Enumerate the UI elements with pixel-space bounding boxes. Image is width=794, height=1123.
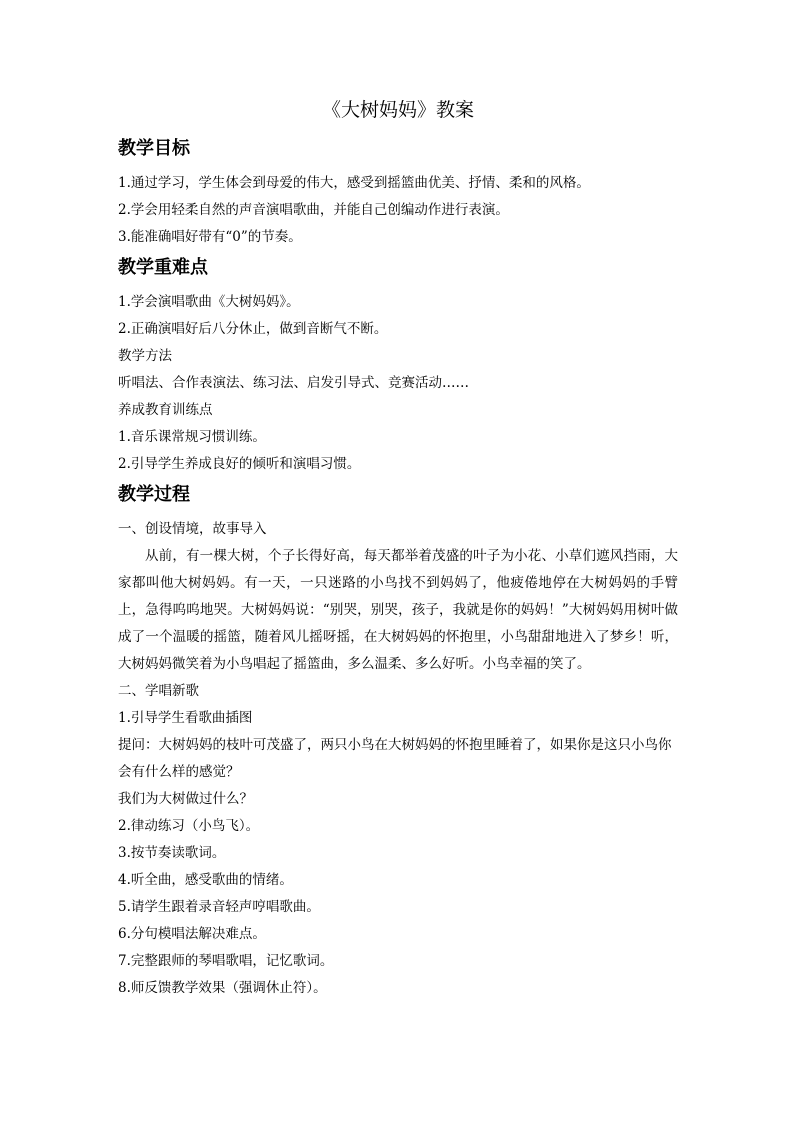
question-text-2: 我们为大树做过什么？ bbox=[118, 791, 253, 807]
process-step: 5.请学生跟着录音轻声哼唱歌曲。 bbox=[118, 899, 320, 915]
process-section2-title: 二、学唱新歌 bbox=[118, 683, 199, 699]
process-step: 2.律动练习（小鸟飞）。 bbox=[118, 818, 260, 834]
section-heading-process: 教学过程 bbox=[118, 484, 190, 505]
methods-text: 听唱法、合作表演法、练习法、启发引导式、竞赛活动…… bbox=[118, 375, 469, 391]
process-step: 4.听全曲，感受歌曲的情绪。 bbox=[118, 872, 293, 888]
habit-item: 2.引导学生养成良好的倾听和演唱习惯。 bbox=[118, 456, 361, 472]
document-title: 《大树妈妈》教案 bbox=[321, 99, 474, 121]
section-heading-objectives: 教学目标 bbox=[118, 138, 190, 159]
question-text: 提问：大树妈妈的枝叶可茂盛了，两只小鸟在大树妈妈的怀抱里睡着了，如果你是这只小鸟你会有什么样的感觉？ bbox=[118, 737, 672, 780]
key-point-item: 2.正确演唱好后八分休止，做到音断气不断。 bbox=[118, 321, 388, 337]
process-step: 1.引导学生看歌曲插图 bbox=[118, 710, 253, 726]
objective-item: 3.能准确唱好带有“0”的节奏。 bbox=[118, 229, 302, 245]
document-body bbox=[118, 96, 678, 1002]
section-heading-key-points: 教学重难点 bbox=[118, 257, 208, 278]
key-point-item: 1.学会演唱歌曲《大树妈妈》。 bbox=[118, 294, 300, 310]
process-step: 8.师反馈教学效果（强调休止符）。 bbox=[118, 980, 327, 996]
process-step: 7.完整跟师的琴唱歌唱，记忆歌词。 bbox=[118, 953, 334, 969]
habit-item: 1.音乐课常规习惯训练。 bbox=[118, 429, 266, 445]
process-section1-title: 一、创设情境，故事导入 bbox=[118, 521, 267, 537]
process-step: 3.按节奏读歌词。 bbox=[118, 845, 226, 861]
habits-label: 养成教育训练点 bbox=[118, 402, 213, 418]
objective-item: 2.学会用轻柔自然的声音演唱歌曲，并能自己创编动作进行表演。 bbox=[118, 202, 509, 218]
story-paragraph: 从前，有一棵大树，个子长得好高，每天都举着茂盛的叶子为小花、小草们遮风挡雨，大家都叫他大树妈妈。有一天，一只迷路的小鸟找不到妈妈了，他疲倦地停在大树妈妈的手臂上，急得呜呜地哭。大树妈妈说：“别哭，别哭，孩子，我就是你的妈妈！”大树妈妈用树叶做成了一个温暖的摇篮，随着风儿摇呀摇，在大树妈妈的怀抱里，小鸟甜甜地进入了梦乡！听，大树妈妈微笑着为小鸟唱起了摇篮曲，多么温柔、多么好听。小鸟幸福的笑了。 bbox=[118, 548, 678, 672]
methods-label: 教学方法 bbox=[118, 348, 172, 364]
objective-item: 1.通过学习，学生体会到母爱的伟大，感受到摇篮曲优美、抒情、柔和的风格。 bbox=[118, 175, 590, 191]
process-step: 6.分句模唱法解决难点。 bbox=[118, 926, 266, 942]
